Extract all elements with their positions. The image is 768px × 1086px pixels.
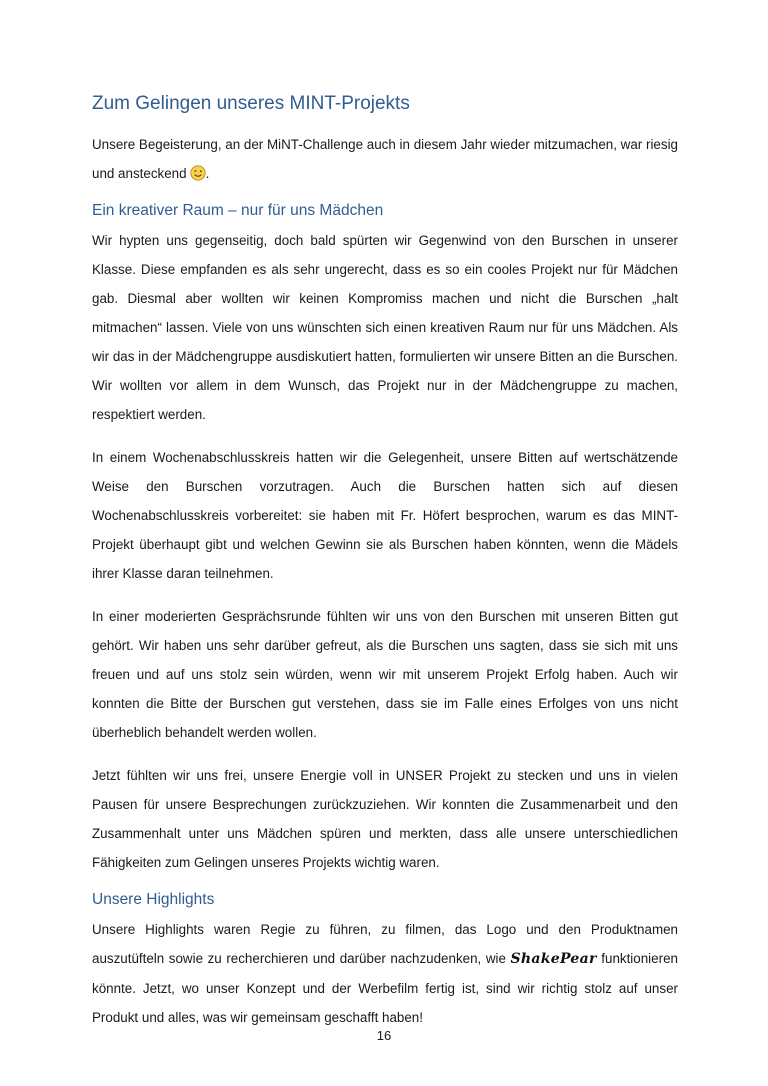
- shakepear-logo: ShakePear: [510, 951, 597, 967]
- section-heading-kreativer-raum: Ein kreativer Raum – nur für uns Mädchen: [92, 202, 384, 219]
- paragraph-highlights: [92, 915, 678, 1032]
- paragraph-gegenwind: Wir hypten uns gegenseitig, doch bald spürten wir Gegenwind von den Burschen in unserer Klasse. Diese empfanden es als sehr ungerecht, dass es so ein cooles Projekt nur für Mädchen gab. Diesmal aber wollten wir keinen Kompromiss machen und nicht die Burschen „halt mitmachen“ lassen. Viele von uns wünschten sich einen kreativen Raum nur für uns Mädchen. Als wir das in der Mädchengruppe ausdiskutiert hatten, formulierten wir unsere Bitten an die Burschen. Wir wollten vor allem in dem Wunsch, das Projekt nur in der Mädchengruppe zu machen, respektiert werden.: [92, 233, 678, 422]
- paragraph-gespraechsrunde: In einer moderierten Gesprächsrunde fühlten wir uns von den Burschen mit unseren Bitten gut gehört. Wir haben uns sehr darüber gefreut, als die Burschen uns sagten, dass sie sich mit uns freuen und auf uns stolz sein würden, wenn wir mit unserem Projekt Erfolg haben. Auch wir konnten die Bitte der Burschen gut verstehen, dass sie im Falle eines Erfolges von uns nicht überheblich behandelt werden wollen.: [92, 609, 678, 740]
- intro-period: .: [205, 166, 210, 181]
- intro-text: Unsere Begeisterung, an der MiNT-Challenge auch in diesem Jahr wieder mitzumachen, war riesig und ansteckend: [92, 137, 678, 181]
- intro-paragraph: [92, 130, 678, 188]
- page-content: [92, 90, 678, 1046]
- page-number: 16: [376, 1028, 392, 1043]
- paragraph-energie: Jetzt fühlten wir uns frei, unsere Energie voll in UNSER Projekt zu stecken und uns in vielen Pausen für unsere Besprechungen zurückzuziehen. Wir konnten die Zusammenarbeit und den Zusammenhalt unter uns Mädchen spüren und merkten, dass alle unsere unterschiedlichen Fähigkeiten zum Gelingen unseres Projekts wichtig waren.: [92, 768, 678, 870]
- highlights-text-after: funktionieren könnte. Jetzt, wo unser Konzept und der Werbefilm fertig ist, sind wir richtig stolz auf unser Produkt und alles, was wir gemeinsam geschafft haben!: [92, 951, 678, 1025]
- page-title: Zum Gelingen unseres MINT-Projekts: [92, 93, 410, 114]
- highlights-text-before: Unsere Highlights waren Regie zu führen, zu filmen, das Logo und den Produktnamen auszutüfteln sowie zu recherchieren und darüber nachzudenken, wie: [92, 922, 678, 966]
- section-heading-highlights: Unsere Highlights: [92, 891, 215, 908]
- paragraph-wochenabschlusskreis: In einem Wochenabschlusskreis hatten wir die Gelegenheit, unsere Bitten auf wertschätzende Weise den Burschen vorzutragen. Auch die Burschen hatten sich auf diesen Wochenabschlusskreis vorbereitet: sie haben mit Fr. Höfert besprochen, warum es das MINT-Projekt überhaupt gibt und welchen Gewinn sie als Burschen haben könnten, wenn die Mädels ihrer Klasse daran teilnehmen.: [92, 450, 678, 581]
- winking-smiley-icon: [190, 165, 206, 181]
